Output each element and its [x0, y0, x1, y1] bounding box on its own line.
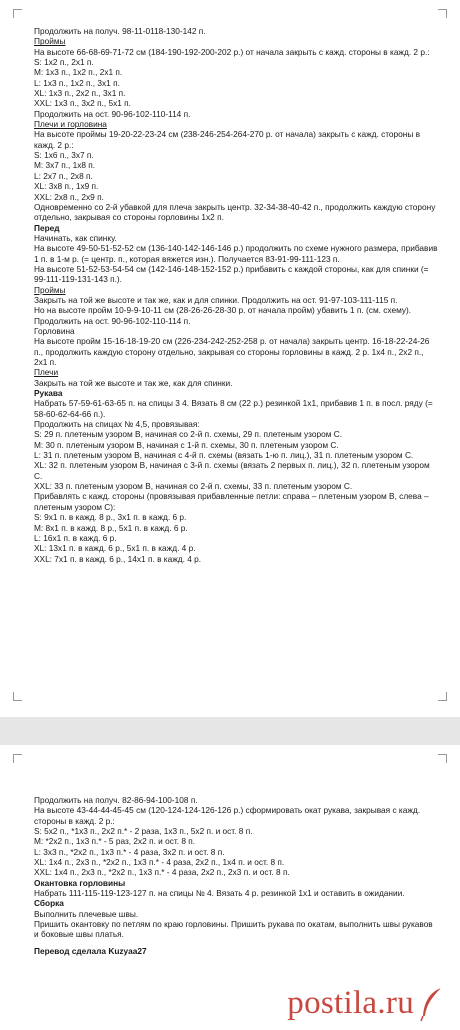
paragraph: На высоте 49-50-51-52-52 см (136-140-142-146-146 р.) продолжить по схеме нужного размера, прибавив 1 п. в 1-м р. (= центр. п., которая вяжется изн.). Получается 83-91-99-111-123 п.: [34, 243, 438, 264]
translator-credit: Перевод сделала Kuzyaa27: [34, 945, 147, 956]
paragraph: Продолжить на спицах № 4,5, провязывая:: [34, 419, 200, 430]
paragraph: M: 3x7 п., 1x8 п.: [34, 160, 96, 171]
paragraph: M: 8x1 п. в кажд. 8 р., 5x1 п. в кажд. 6 р.: [34, 522, 188, 533]
paragraph: XXL: 7x1 п. в кажд. 6 р., 14x1 п. в кажд. 4 р.: [34, 553, 202, 564]
paragraph: XXL: 33 п. плетеным узором В, начиная со 2-й п. схемы, 33 п. плетеным узором С.: [34, 481, 353, 492]
paragraph: XL: 3x8 п., 1x9 п.: [34, 181, 99, 192]
paragraph: Продолжить на получ. 82-86-94-100-108 п.: [34, 795, 198, 805]
section-heading: Плечи: [34, 367, 59, 378]
paragraph: Прибавлять с кажд. стороны (провязывая прибавленные петли: справа – плетеным узором В, слева – плетеным узором С):: [34, 491, 429, 512]
page-1-text: [34, 26, 438, 564]
paragraph: L: 2x7 п., 2x8 п.: [34, 170, 93, 181]
paragraph: Закрыть на той же высоте и так же, как и для спинки. Продолжить на ост. 91-97-103-111-115 п.: [34, 294, 398, 305]
paragraph: M: 1x3 п., 1x2 п., 2x1 п.: [34, 67, 123, 78]
paragraph: L: 31 п. плетеным узором В, начиная с 4-й п. схемы (вязать 1-ю п. лиц.), 31 п. плетеным узором С.: [34, 450, 414, 461]
crop-mark: [438, 692, 447, 701]
paragraph: На высоте проймы 19-20-22-23-24 см (238-246-254-264-270 р. от начала) закрыть с кажд. стороны в кажд. 2 р.:: [34, 129, 421, 150]
paragraph: XL: 32 п. плетеным узором В, начиная с 3-й п. схемы (вязать 2 первых п. лиц.), 32 п. плетеным узором С.: [34, 460, 430, 481]
paragraph: M: *2x2 п., 1x3 п.* - 5 раз, 2x2 п. и ост. 8 п.: [34, 836, 196, 847]
paragraph: Выполнить плечевые швы.: [34, 908, 139, 919]
paragraph: L: 1x3 п., 1x2 п., 3x1 п.: [34, 77, 120, 88]
paragraph: Продолжить на ост. 90-96-102-110-114 п.: [34, 108, 191, 119]
paragraph: S: 1x2 п., 2x1 п.: [34, 57, 94, 68]
paragraph: L: 3x3 п., *2x2 п., 1x3 п.* - 4 раза, 3x2 п. и ост. 8 п.: [34, 846, 225, 857]
paragraph: XL: 1x3 п., 2x2 п., 3x1 п.: [34, 88, 126, 99]
paragraph: На высоте 51-52-53-54-54 см (142-146-148-152-152 р.) прибавить с каждой стороны, как для спинки (= 99-111-119-131-143 п.).: [34, 263, 429, 285]
paragraph: S: 29 п. плетеным узором В, начиная со 2-й п. схемы, 29 п. плетеным узором С.: [34, 429, 343, 440]
paragraph: На высоте 43-44-44-45-45 см (120-124-124-126-126 р.) сформировать окат рукава, закрывая с кажд. стороны в кажд. 2 р.:: [34, 805, 421, 826]
paragraph: Набрать 111-115-119-123-127 п. на спицы № 4. Вязать 4 р. резинкой 1x1 и оставить в ожидании.: [34, 888, 405, 899]
crop-mark: [438, 9, 447, 18]
section-heading: Проймы: [34, 284, 66, 295]
document-page-2: [0, 745, 460, 1030]
paragraph: Набрать 57-59-61-63-65 п. на спицы 3 4. Вязать 8 см (22 р.) резинкой 1x1, прибавив 1 п. в посл. ряду (= 58-60-62-64-66 п.).: [34, 398, 433, 419]
paragraph: На высоте 66-68-69-71-72 см (184-190-192-200-202 р.) от начала закрыть с кажд. стороны в кажд. 2 р.:: [34, 46, 430, 57]
paragraph: XL: 13x1 п. в кажд. 6 р., 5x1 п. в кажд. 4 р.: [34, 543, 196, 554]
section-heading: Рукава: [34, 388, 63, 399]
watermark-text: postila.ru: [287, 985, 414, 1021]
section-heading: Сборка: [34, 898, 64, 909]
paragraph: L: 16x1 п. в кажд. 6 р.: [34, 532, 117, 543]
section-heading: Проймы: [34, 36, 66, 47]
section-heading: Окантовка горловины: [34, 877, 126, 888]
paragraph: Начинать, как спинку.: [34, 232, 117, 243]
crop-mark: [438, 754, 447, 763]
paragraph: Но на высоте пройм 10-9-9-10-11 см (28-26-26-28-30 р. от начала пройм) убавить 1 п. (см. схему).: [34, 305, 412, 316]
paragraph: XXL: 1x4 п., 2x3 п., *2x2 п., 1x3 п.* - 4 раза, 2x2 п., 2x3 п. и ост. 8 п.: [34, 867, 290, 878]
paragraph: Одновременно со 2-й убавкой для плеча закрыть центр. 32-34-38-40-42 п., продолжить каждую сторону отдельно, закрывая со стороны горловины 1x2 п.: [34, 201, 436, 223]
paragraph: Продолжить на ост. 90-96-102-110-114 п.: [34, 315, 191, 326]
section-heading: Плечи и горловина: [34, 119, 107, 130]
paragraph: XXL: 1x3 п., 3x2 п., 5x1 п.: [34, 98, 131, 109]
quill-pen-icon: [416, 986, 446, 1022]
paragraph: XXL: 2x8 п., 2x9 п.: [34, 191, 104, 202]
postila-watermark: [287, 985, 446, 1022]
crop-mark: [13, 754, 22, 763]
paragraph: Пришить окантовку по петлям по краю горловины. Пришить рукава по окатам, выполнить швы рукавов и боковые швы платья.: [34, 919, 433, 940]
paragraph: S: 1x6 п., 3x7 п.: [34, 150, 94, 161]
paragraph: Горловина: [34, 325, 75, 336]
page-2-text: [34, 795, 438, 956]
paragraph: M: 30 п. плетеным узором В, начиная с 1-й п. схемы, 30 п. плетеным узором С.: [34, 439, 339, 450]
crop-mark: [13, 9, 22, 18]
paragraph: XL: 1x4 п., 2x3 п., *2x2 п., 1x3 п.* - 4 раза, 2x2 п., 1x4 п. и ост. 8 п.: [34, 857, 285, 868]
paragraph: На высоте пройм 15-16-18-19-20 см (226-234-242-252-258 р. от начала) закрыть центр. 16-18-22-24-26 п., продолжить каждую сторону отдельно, закрывая со стороны горловины в кажд. 2 р. 1x4 п., 2x2 п., 2x1 п.: [34, 336, 430, 367]
paragraph: Закрыть на той же высоте и так же, как для спинки.: [34, 377, 233, 388]
section-heading: Перед: [34, 222, 60, 233]
crop-mark: [13, 692, 22, 701]
paragraph: Продолжить на получ. 98-11-0118-130-142 п.: [34, 26, 206, 36]
paragraph: S: 5x2 п., *1x3 п., 2x2 п.* - 2 раза, 1x3 п., 5x2 п. и ост. 8 п.: [34, 826, 253, 837]
paragraph: S: 9x1 п. в кажд. 8 р., 3x1 п. в кажд. 6 р.: [34, 512, 187, 523]
